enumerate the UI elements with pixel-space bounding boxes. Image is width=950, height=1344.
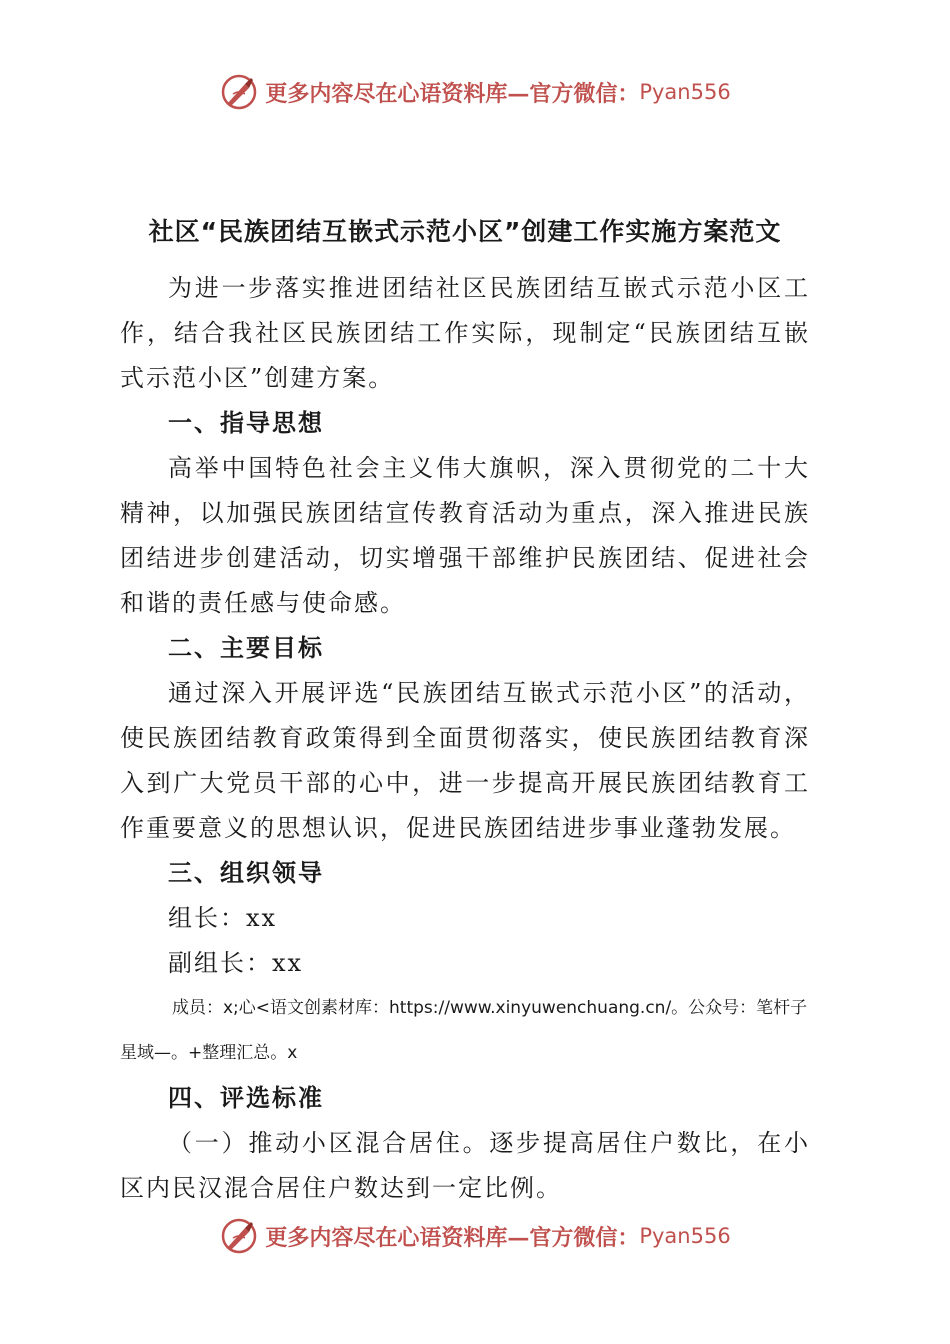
pen-logo-icon xyxy=(219,1216,259,1256)
banner-text: 更多内容尽在心语资料库—官方微信： xyxy=(265,80,640,107)
banner-text: 更多内容尽在心语资料库—官方微信： xyxy=(265,1224,640,1251)
pen-logo-icon xyxy=(219,72,259,112)
document-title: 社区“民族团结互嵌式示范小区”创建工作实施方案范文 xyxy=(148,217,782,246)
deputy-leader-line: 副组长：xx xyxy=(168,949,304,977)
header-banner xyxy=(0,68,950,116)
section-heading-criteria: 四、评选标准 xyxy=(168,1084,324,1112)
document-body xyxy=(120,212,810,1211)
section-heading-organization: 三、组织领导 xyxy=(168,859,324,887)
intro-paragraph: 为进一步落实推进团结社区民族团结互嵌式示范小区工作，结合我社区民族团结工作实际，现制定“民族团结互嵌式示范小区”创建方案。 xyxy=(120,274,810,392)
section-body-criteria: （一）推动小区混合居住。逐步提高居住户数比，在小区内民汉混合居住户数达到一定比例。 xyxy=(120,1129,810,1202)
members-line: 成员：x;心<语文创素材库：https://www.xinyuwenchuang.cn/。公众号：笔杆子星域—。+整理汇总。x xyxy=(120,998,808,1063)
section-body-guiding-thought: 高举中国特色社会主义伟大旗帜，深入贯彻党的二十大精神，以加强民族团结宣传教育活动为重点，深入推进民族团结进步创建活动，切实增强干部维护民族团结、促进社会和谐的责任感与使命感。 xyxy=(120,454,810,617)
team-leader-line: 组长：xx xyxy=(168,904,278,932)
banner-wechat-id: Pyan556 xyxy=(639,80,731,104)
section-heading-guiding-thought: 一、指导思想 xyxy=(168,409,324,437)
footer-banner xyxy=(0,1212,950,1260)
section-body-main-goals: 通过深入开展评选“民族团结互嵌式示范小区”的活动，使民族团结教育政策得到全面贯彻落实，使民族团结教育深入到广大党员干部的心中，进一步提高开展民族团结教育工作重要意义的思想认识，促进民族团结进步事业蓬勃发展。 xyxy=(120,679,810,842)
banner-wechat-id: Pyan556 xyxy=(639,1224,731,1248)
section-heading-main-goals: 二、主要目标 xyxy=(168,634,324,662)
